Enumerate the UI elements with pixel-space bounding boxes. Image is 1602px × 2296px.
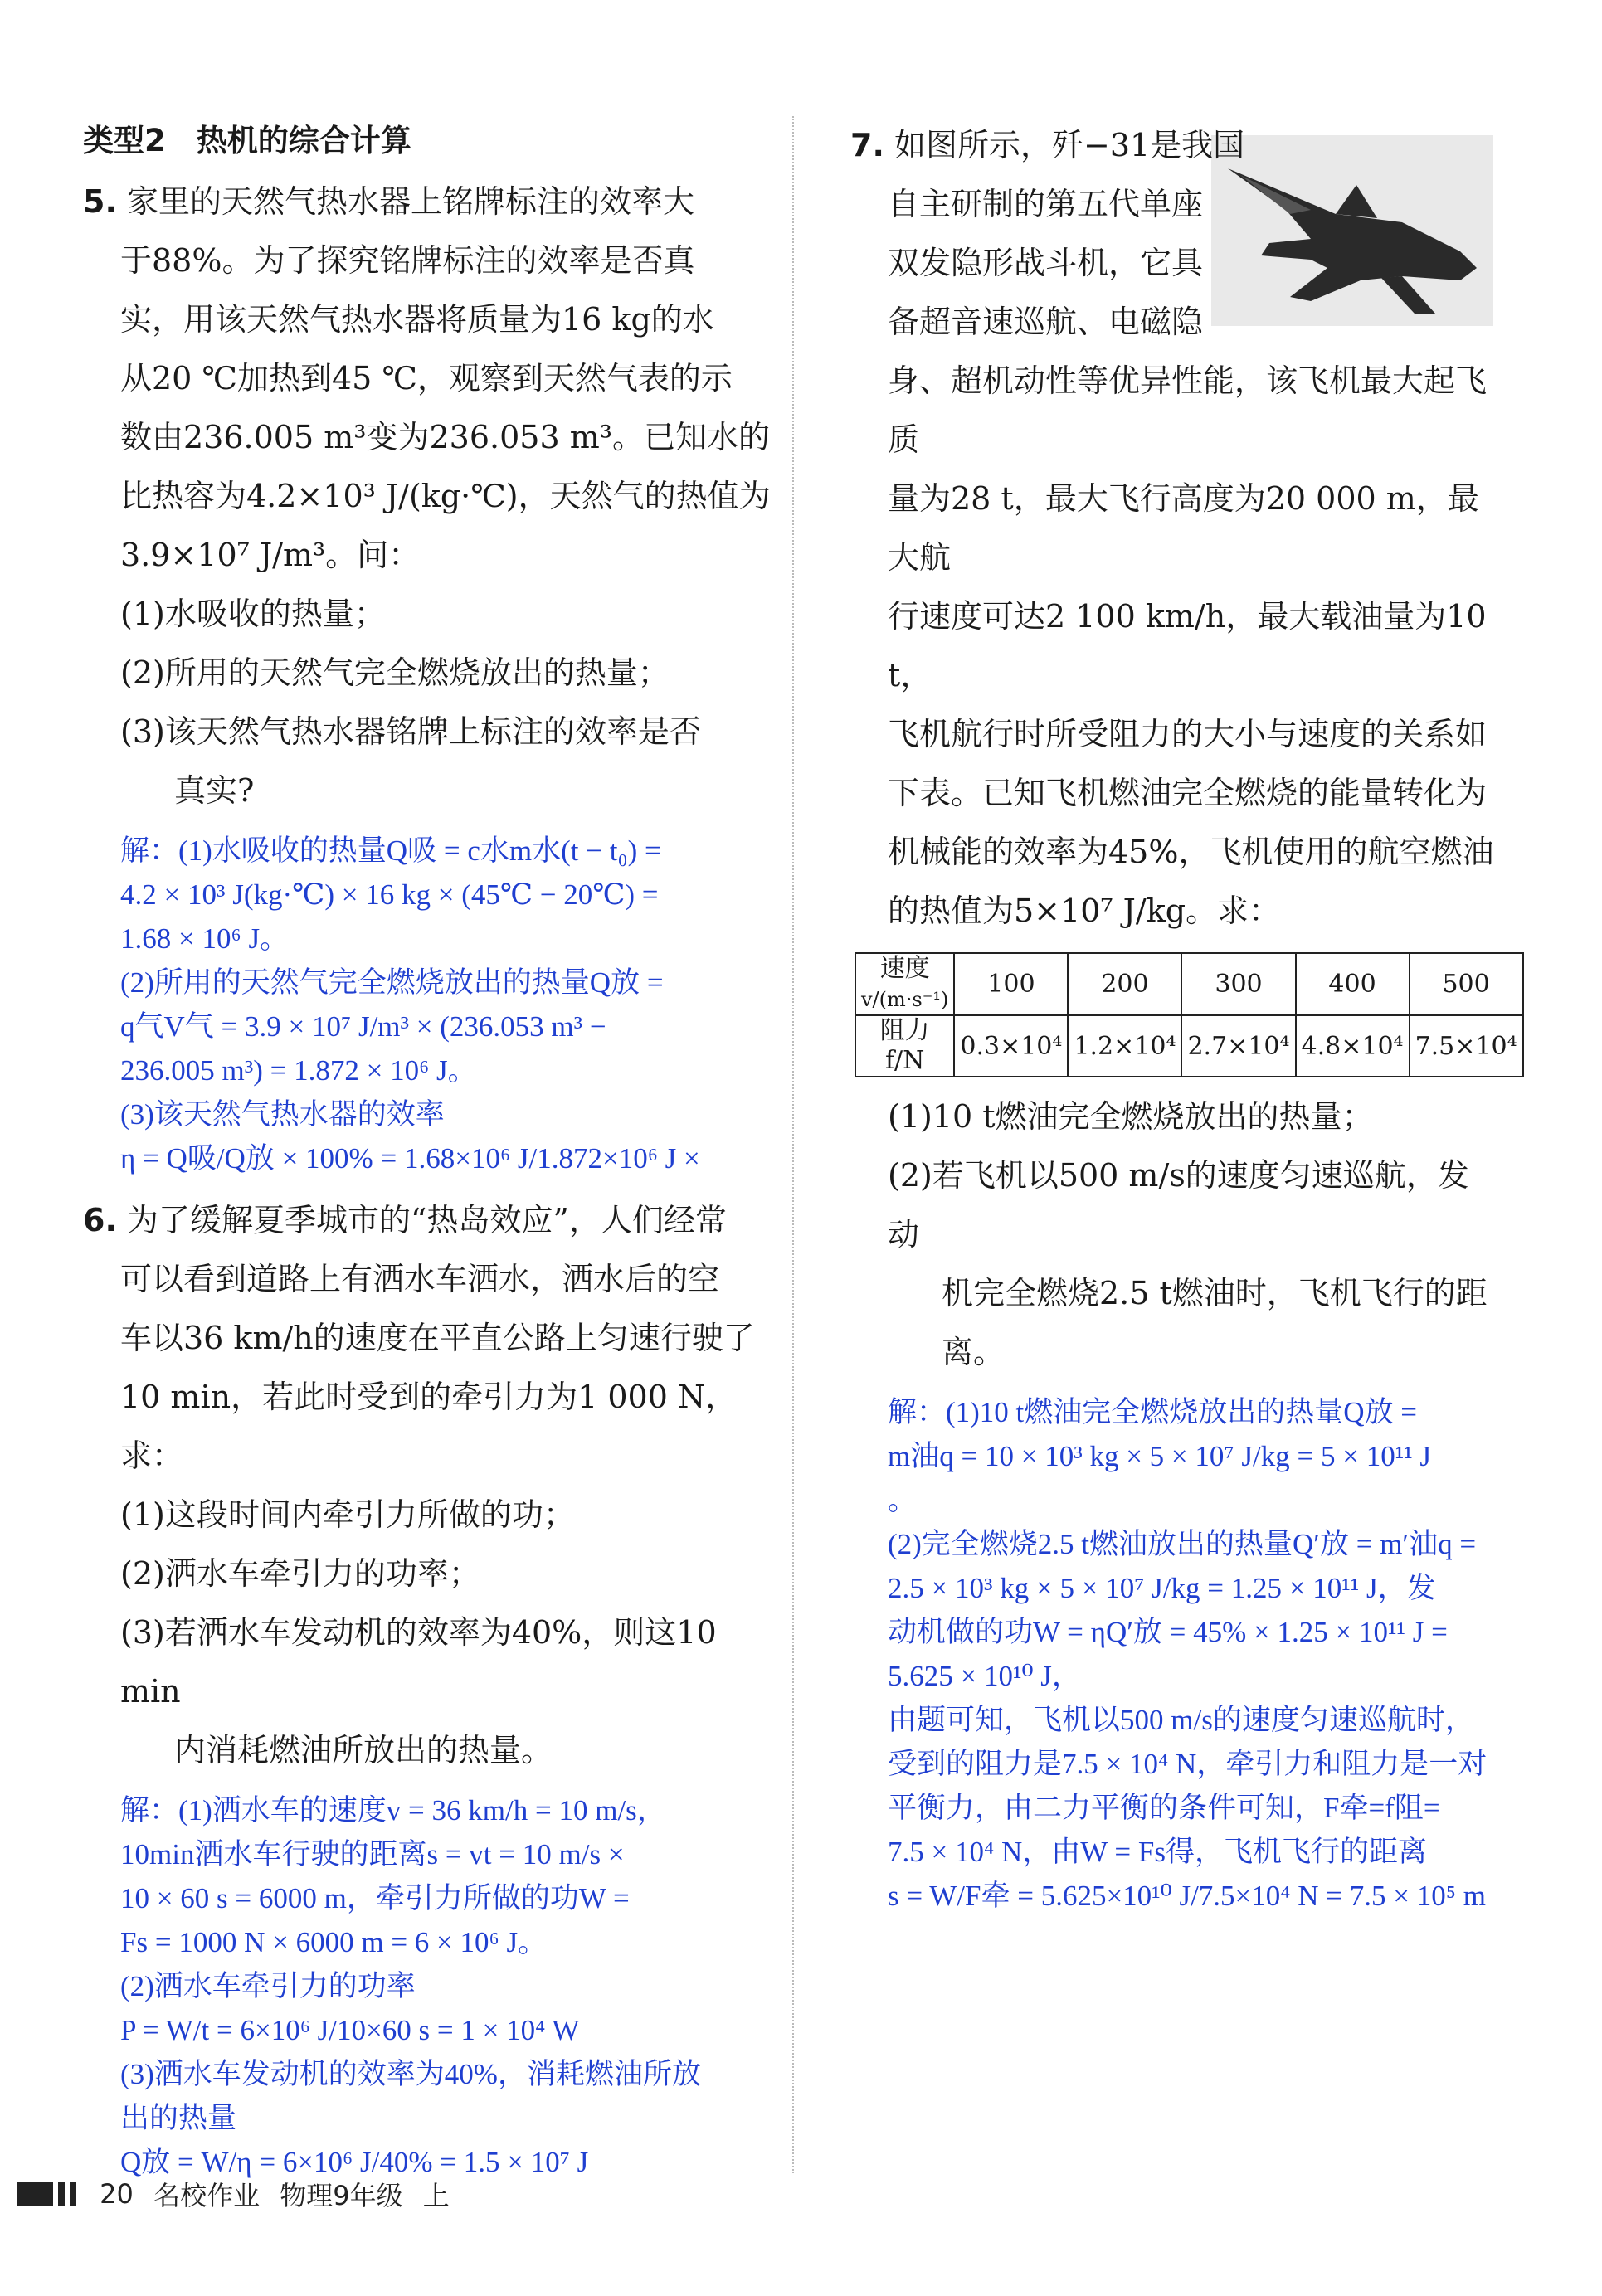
question-5-line: 比热容为4.2×10³ J/(kg·℃)，天然气的热值为 bbox=[120, 478, 771, 514]
question-6-line: 10 min，若此时受到的牵引力为1 000 N，求： bbox=[120, 1379, 738, 1474]
solution-line: Fs = 1000 N × 6000 m = 6 × 10⁶ J。 bbox=[120, 1926, 548, 1958]
question-7-number: 7. bbox=[850, 127, 884, 163]
question-7-line: 行速度可达2 100 km/h，最大载油量为10 t， bbox=[888, 598, 1487, 693]
question-6 bbox=[83, 1191, 772, 2184]
table-header-label: 速度 bbox=[879, 954, 930, 983]
table-header-force: 阻力f/N bbox=[855, 1015, 954, 1077]
question-7-line: 的热值为5×10⁷ J/kg。求： bbox=[888, 893, 1281, 929]
table-cell: 0.3×10⁴ bbox=[954, 1015, 1068, 1077]
table-cell: 7.5×10⁴ bbox=[1410, 1015, 1523, 1077]
solution-line: (2)所用的天然气完全燃烧放出的热量Q放 = bbox=[120, 966, 664, 999]
question-6-line: 车以36 km/h的速度在平直公路上匀速行驶了 bbox=[120, 1320, 755, 1356]
question-5-solution bbox=[120, 829, 772, 1180]
question-7-line bbox=[850, 116, 1497, 175]
solution-line: (2)洒水车牵引力的功率 bbox=[120, 1970, 416, 2002]
question-5-line bbox=[83, 173, 772, 231]
solution-line: 2.5 × 10³ kg × 5 × 10⁷ J/kg = 1.25 × 10¹¹ J，发 bbox=[888, 1572, 1436, 1604]
question-7-text: 如图所示，歼−31是我国 bbox=[894, 127, 1245, 163]
question-7-line: 飞机航行时所受阻力的大小与速度的关系如 bbox=[888, 716, 1488, 752]
question-5-sub3-cont: 真实? bbox=[174, 772, 255, 809]
table-header-unit: v/(m·s⁻¹) bbox=[861, 988, 949, 1011]
question-5-sub3: (3)该天然气热水器铭牌上标注的效率是否 bbox=[120, 713, 701, 750]
question-7-line: 下表。已知飞机燃油完全燃烧的能量转化为 bbox=[888, 775, 1488, 811]
question-6-sub1: (1)这段时间内牵引力所做的功； bbox=[120, 1496, 575, 1533]
question-5-text: 家里的天然气热水器上铭牌标注的效率大 bbox=[126, 183, 694, 220]
solution-line: 。 bbox=[888, 1484, 918, 1516]
page-number: 20 bbox=[100, 2178, 134, 2210]
solution-line: 10 × 60 s = 6000 m，牵引力所做的功W = bbox=[120, 1882, 630, 1914]
question-6-sub2: (2)洒水车牵引力的功率； bbox=[120, 1555, 480, 1592]
table-cell: 300 bbox=[1181, 953, 1295, 1015]
solution-line: m油q = 10 × 10³ kg × 5 × 10⁷ J/kg = 5 × 10¹¹ J bbox=[888, 1440, 1432, 1472]
table-header-speed bbox=[855, 953, 954, 1015]
solution-line: (2)完全燃烧2.5 t燃油放出的热量Q′放 = m′油q = bbox=[888, 1528, 1477, 1560]
question-5-line: 于88%。为了探究铭牌标注的效率是否真 bbox=[120, 242, 695, 279]
solution-line: 解：(1)水吸收的热量Q吸 = c水m水(t − t₀) = bbox=[120, 834, 661, 867]
table-cell: 400 bbox=[1296, 953, 1410, 1015]
question-5-line: 实，用该天然气热水器将质量为16 kg的水 bbox=[120, 301, 714, 338]
solution-line: Q放 = W/η = 6×10⁶ J/40% = 1.5 × 10⁷ J bbox=[120, 2146, 589, 2178]
section-heading: 类型2 热机的综合计算 bbox=[83, 123, 411, 158]
solution-line-clipped: η = Q吸/Q放 × 100% = 1.68×10⁶ J/1.872×10⁶ J × bbox=[120, 1142, 700, 1175]
table-cell: 100 bbox=[954, 953, 1068, 1015]
solution-line: 动机做的功W = ηQ′放 = 45% × 1.25 × 10¹¹ J = bbox=[888, 1616, 1448, 1648]
table-cell: 4.8×10⁴ bbox=[1296, 1015, 1410, 1077]
question-5-line: 从20 ℃加热到45 ℃，观察到天然气表的示 bbox=[120, 360, 733, 396]
question-7-line: 自主研制的第五代单座 bbox=[888, 186, 1204, 222]
question-6-line bbox=[83, 1191, 772, 1250]
solution-line: 受到的阻力是7.5 × 10⁴ N，牵引力和阻力是一对 bbox=[888, 1748, 1488, 1780]
solution-line: 7.5 × 10⁴ N，由W = Fs得，飞机飞行的距离 bbox=[888, 1836, 1427, 1868]
footer-volume: 上 bbox=[422, 2180, 450, 2211]
left-column bbox=[83, 116, 772, 2196]
question-7-line: 机械能的效率为45%，飞机使用的航空燃油 bbox=[888, 834, 1494, 870]
question-5-line: 3.9×10⁷ J/m³。问： bbox=[120, 537, 421, 573]
solution-line: P = W/t = 6×10⁶ J/10×60 s = 1 × 10⁴ W bbox=[120, 2014, 580, 2046]
barcode-mark-icon bbox=[17, 2182, 83, 2206]
question-6-sub3: (3)若洒水车发动机的效率为40%，则这10 min bbox=[120, 1614, 717, 1710]
table-cell: 500 bbox=[1410, 953, 1523, 1015]
question-6-sub3-cont: 内消耗燃油所放出的热量。 bbox=[174, 1732, 553, 1768]
question-5-sub1: (1)水吸收的热量； bbox=[120, 596, 386, 632]
question-5-sub2: (2)所用的天然气完全燃烧放出的热量； bbox=[120, 654, 670, 691]
solution-line: 5.625 × 10¹⁰ J， bbox=[888, 1660, 1081, 1692]
table-row bbox=[855, 1015, 1523, 1077]
footer-brand: 名校作业 bbox=[153, 2180, 261, 2211]
solution-line: 由题可知，飞机以500 m/s的速度匀速巡航时， bbox=[888, 1704, 1474, 1736]
question-6-solution bbox=[120, 1788, 772, 2184]
page-footer bbox=[17, 2175, 461, 2213]
question-5 bbox=[83, 173, 772, 1180]
question-7-line: 身、超机动性等优异性能，该飞机最大起飞质 bbox=[888, 362, 1488, 458]
question-6-line: 可以看到道路上有洒水车洒水，洒水后的空 bbox=[120, 1261, 720, 1297]
table-cell: 1.2×10⁴ bbox=[1068, 1015, 1181, 1077]
solution-line: 出的热量 bbox=[120, 2102, 237, 2134]
question-7-line: 双发隐形战斗机，它具 bbox=[888, 245, 1204, 281]
solution-line: 236.005 m³) = 1.872 × 10⁶ J。 bbox=[120, 1054, 477, 1087]
solution-line: 10min洒水车行驶的距离s = vt = 10 m/s × bbox=[120, 1838, 625, 1870]
solution-line: 4.2 × 10³ J(kg·℃) × 16 kg × (45℃ − 20℃) = bbox=[120, 878, 659, 911]
question-5-number: 5. bbox=[83, 183, 117, 220]
speed-resistance-table bbox=[855, 952, 1524, 1077]
question-5-line: 数由236.005 m³变为236.053 m³。已知水的 bbox=[120, 419, 770, 455]
solution-line: s = W/F牵 = 5.625×10¹⁰ J/7.5×10⁴ N = 7.5 × 10⁵ m bbox=[888, 1880, 1486, 1912]
solution-line: q气V气 = 3.9 × 10⁷ J/m³ × (236.053 m³ − bbox=[120, 1010, 606, 1043]
footer-subject: 物理9年级 bbox=[280, 2180, 403, 2211]
solution-line: (3)该天然气热水器的效率 bbox=[120, 1098, 445, 1131]
table-cell: 200 bbox=[1068, 953, 1181, 1015]
question-7-sub2: (2)若飞机以500 m/s的速度匀速巡航，发动 bbox=[888, 1157, 1469, 1253]
solution-line: 解：(1)洒水车的速度v = 36 km/h = 10 m/s， bbox=[120, 1794, 666, 1827]
question-7 bbox=[850, 116, 1517, 1918]
solution-line: (3)洒水车发动机的效率为40%，消耗燃油所放 bbox=[120, 2058, 701, 2090]
table-row bbox=[855, 953, 1523, 1015]
question-7-line: 量为28 t，最大飞行高度为20 000 m，最大航 bbox=[888, 480, 1479, 576]
question-7-sub1: (1)10 t燃油完全燃烧放出的热量； bbox=[888, 1098, 1374, 1135]
question-7-solution bbox=[888, 1390, 1497, 1918]
solution-line: 平衡力，由二力平衡的条件可知，F牵=f阻= bbox=[888, 1792, 1440, 1824]
table-cell: 2.7×10⁴ bbox=[1181, 1015, 1295, 1077]
solution-line: 解：(1)10 t燃油完全燃烧放出的热量Q放 = bbox=[888, 1396, 1418, 1428]
solution-line: 1.68 × 10⁶ J。 bbox=[120, 922, 290, 955]
right-column bbox=[850, 116, 1517, 1929]
question-6-text: 为了缓解夏季城市的“热岛效应”，人们经常 bbox=[126, 1202, 727, 1238]
question-7-sub2-cont: 机完全燃烧2.5 t燃油时，飞机飞行的距离。 bbox=[942, 1275, 1488, 1370]
column-divider bbox=[792, 116, 794, 2173]
question-6-number: 6. bbox=[83, 1202, 117, 1238]
question-7-line: 备超音速巡航、电磁隐 bbox=[888, 304, 1204, 340]
